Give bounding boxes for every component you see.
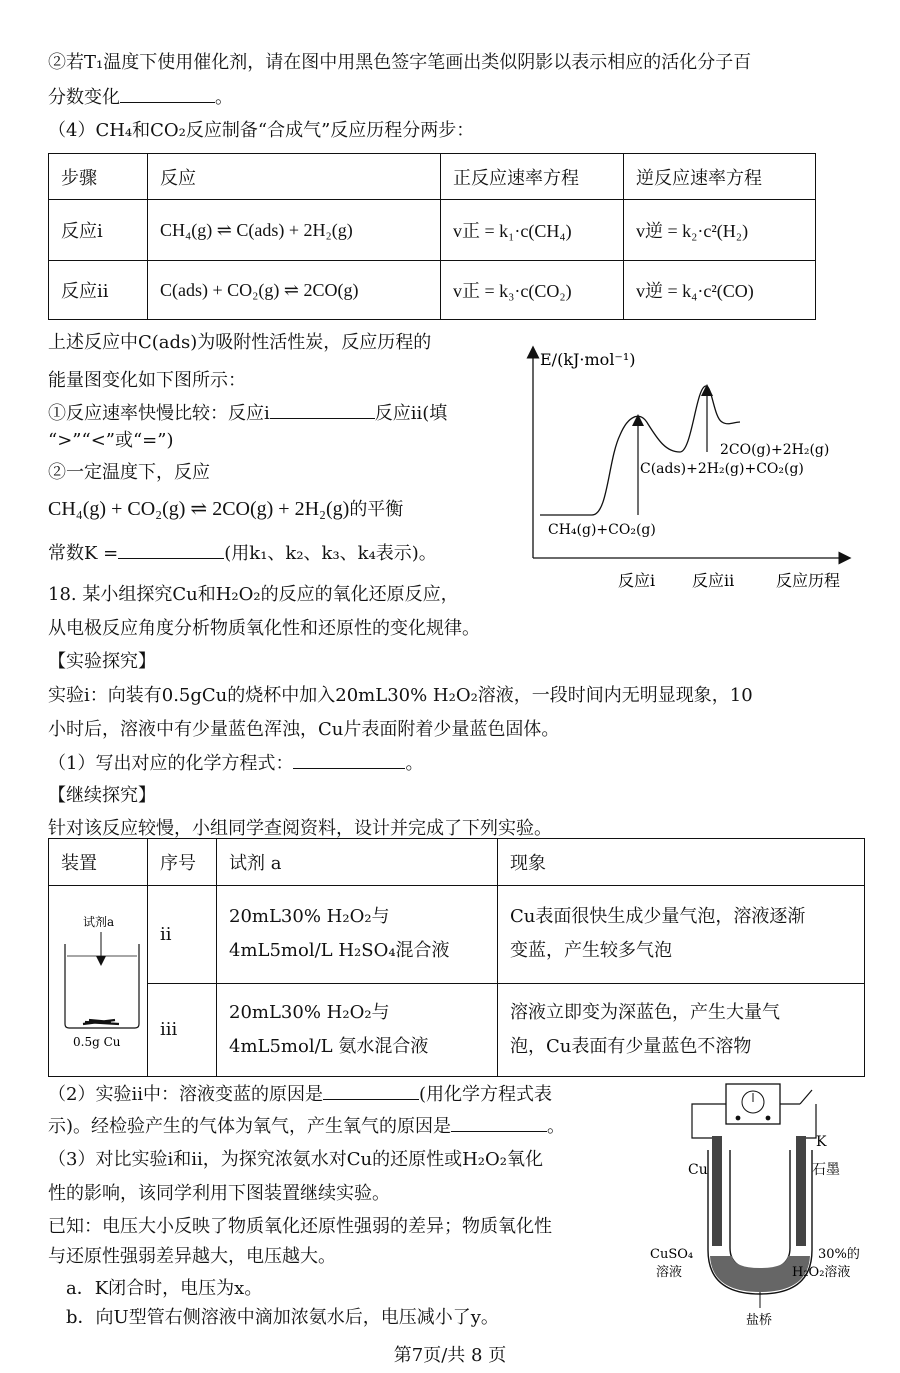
- q17-text-3b: 反应ii(填: [374, 403, 448, 424]
- rate-table-cell: 反应ii: [49, 261, 148, 320]
- graphite-label: 石墨: [812, 1162, 840, 1178]
- rate-table-cell: CH₄(g) ⇌ C(ads) + 2H₂(g): [148, 200, 441, 261]
- exp-i-line-1: 实验i：向装有0.5gCu的烧杯中加入20mL30% H₂O₂溶液，一段时间内无明显现象，10: [48, 685, 753, 706]
- q18-line-1: 18. 某小组探究Cu和H₂O₂的反应的氧化还原反应，: [48, 584, 459, 605]
- experiment-no: iii: [148, 983, 217, 1077]
- q18-part2-line-1: [48, 1081, 552, 1108]
- q17-text-7: [48, 540, 437, 567]
- answer-blank[interactable]: [451, 1113, 547, 1132]
- u-tube-inner: [730, 1150, 790, 1270]
- rate-table-header: 步骤: [49, 154, 148, 200]
- q17-text-1: 上述反应中C(ads)为吸附性活性炭，反应历程的: [48, 332, 432, 353]
- cu-label: Cu: [688, 1162, 708, 1178]
- q17-line-2-end: 。: [215, 87, 233, 108]
- voltmeter: [726, 1084, 780, 1124]
- q17-text-6b: 的平衡: [349, 499, 404, 520]
- y-axis-label: E/(kJ·mol⁻¹): [540, 350, 636, 369]
- experiment-table-header: 装置: [49, 839, 148, 886]
- reagent-cell: [217, 983, 498, 1077]
- right-solution-label-2: H₂O₂溶液: [792, 1265, 851, 1280]
- q17-text-6: [48, 496, 403, 523]
- phenomenon-cell: [498, 886, 865, 984]
- beaker-diagram: [49, 886, 147, 1076]
- q18-part3-line-1: （3）对比实验i和ii，为探究浓氨水对Cu的还原性或H₂O₂氧化: [48, 1149, 543, 1170]
- step-b: b．向U型管右侧溶液中滴加浓氨水后，电压减小了y。: [66, 1307, 499, 1328]
- known-line-1: 已知：电压大小反映了物质氧化还原性强弱的差异；物质氧化性: [48, 1216, 552, 1237]
- experiment-table-header: 序号: [148, 839, 217, 886]
- experiment-table: [48, 838, 865, 1077]
- section-heading: 【继续探究】: [48, 785, 156, 806]
- page-footer: 第7页/共 8 页: [393, 1345, 507, 1366]
- q18-part2d: 。: [547, 1116, 566, 1137]
- phenomenon-cell: [498, 983, 865, 1077]
- salt-bridge-label: 盐桥: [746, 1313, 773, 1328]
- q17-text-2: 能量图变化如下图所示：: [48, 370, 246, 391]
- rate-table-cell: 反应i: [49, 200, 148, 261]
- q17-line-2: [48, 84, 233, 111]
- wire-left: [692, 1104, 726, 1138]
- rate-table-cell: v正 = k₁·c(CH₄): [441, 200, 624, 261]
- rate-table-header: 正反应速率方程: [441, 154, 624, 200]
- exp-i-line-2: 小时后，溶液中有少量蓝色浑浊，Cu片表面附着少量蓝色固体。: [48, 719, 560, 740]
- step-a: a．K闭合时，电压为x。: [66, 1278, 263, 1299]
- energy-curve: [540, 386, 740, 515]
- rate-table-cell: v逆 = k₄·c²(CO): [624, 261, 816, 320]
- left-solution-label-2: 溶液: [656, 1265, 683, 1280]
- answer-blank[interactable]: [118, 540, 224, 559]
- q18-line-2: 从电极反应角度分析物质氧化性和还原性的变化规律。: [48, 618, 480, 639]
- q18-part1-text: （1）写出对应的化学方程式：: [48, 753, 294, 774]
- rate-table-cell: v正 = k₃·c(CO₂): [441, 261, 624, 320]
- q17-line-2-text: 分数变化: [48, 87, 120, 108]
- rate-table-header: 反应: [148, 154, 441, 200]
- x-label-1: 反应i: [618, 571, 656, 590]
- q17-text-7a: 常数K =: [48, 543, 119, 564]
- phenomenon-line: 变蓝，产生较多气泡: [510, 940, 672, 962]
- rate-table-header: 逆反应速率方程: [624, 154, 816, 200]
- section-heading: 【实验探究】: [48, 651, 156, 672]
- reagent-cell: [217, 886, 498, 984]
- label-end: 2CO(g)+2H₂(g): [720, 442, 830, 458]
- copper-chips: [83, 1020, 119, 1024]
- q18-part1-end: 。: [405, 753, 424, 774]
- q17-part4: （4）CH₄和CO₂反应制备“合成气”反应历程分两步：: [48, 120, 475, 141]
- rate-table-cell: v逆 = k₂·c²(H₂): [624, 200, 816, 261]
- known-line-2: 与还原性强弱差异越大，电压越大。: [48, 1246, 336, 1267]
- rate-table: [48, 153, 816, 320]
- left-solution-label: CuSO₄: [650, 1247, 694, 1262]
- overall-reaction: CH₄(g) + CO₂(g) ⇌ 2CO(g) + 2H₂(g): [48, 498, 350, 520]
- x-label-3: 反应历程: [776, 571, 841, 590]
- experiment-table-header: 现象: [498, 839, 865, 886]
- q17-text-3a: ①反应速率快慢比较：反应i: [48, 403, 270, 424]
- q18-context: 针对该反应较慢，小组同学查阅资料，设计并完成了下列实验。: [48, 818, 552, 839]
- q18-part3-line-2: 性的影响，该同学利用下图装置继续实验。: [48, 1183, 390, 1204]
- apparatus-cell: [49, 886, 148, 1077]
- reagent-line: 4mL5mol/L H₂SO₄混合液: [229, 940, 450, 962]
- experiment-no: ii: [148, 886, 217, 984]
- label-start: CH₄(g)+CO₂(g): [548, 522, 656, 538]
- rate-table-cell: C(ads) + CO₂(g) ⇌ 2CO(g): [148, 261, 441, 320]
- x-label-2: 反应ii: [692, 571, 735, 590]
- q18-part1: [48, 750, 423, 777]
- q18-part2b: (用化学方程式表: [418, 1084, 552, 1105]
- answer-blank[interactable]: [120, 84, 215, 103]
- experiment-table-header: 试剂 a: [217, 839, 498, 886]
- q17-text-7b: (用k₁、k₂、k₃、k₄表示)。: [224, 543, 437, 564]
- switch-k[interactable]: [800, 1090, 812, 1104]
- answer-blank[interactable]: [323, 1081, 419, 1100]
- right-solution-label: 30%的: [818, 1247, 860, 1262]
- reagent-line: 4mL5mol/L 氨水混合液: [229, 1035, 429, 1057]
- answer-blank[interactable]: [270, 400, 375, 419]
- q17-text-4: “>”“<”或“=”): [48, 430, 174, 451]
- switch-label: K: [816, 1134, 827, 1150]
- reagent-line: 20mL30% H₂O₂与: [229, 1001, 390, 1023]
- q18-part2a: （2）实验ii中：溶液变蓝的原因是: [48, 1084, 323, 1105]
- phenomenon-line: Cu表面很快生成少量气泡，溶液逐渐: [510, 906, 806, 928]
- phenomenon-line: 泡，Cu表面有少量蓝色不溶物: [510, 1035, 752, 1057]
- q17-line-1: ②若T₁温度下使用催化剂，请在图中用黑色签字笔画出类似阴影以表示相应的活化分子百: [48, 52, 752, 73]
- q18-part2-line-2: [48, 1113, 565, 1140]
- phenomenon-line: 溶液立即变为深蓝色，产生大量气: [510, 1001, 780, 1023]
- energy-diagram: [500, 340, 860, 600]
- electrochemical-cell-diagram: [650, 1080, 880, 1330]
- label-intermediate: C(ads)+2H₂(g)+CO₂(g): [640, 461, 804, 477]
- reagent-line: 20mL30% H₂O₂与: [229, 906, 390, 928]
- q17-text-3: [48, 400, 447, 427]
- reagent-label: 试剂a: [83, 915, 115, 929]
- graphite-electrode: [796, 1136, 806, 1246]
- q18-part2c: 示)。经检验产生的气体为氧气，产生氧气的原因是: [48, 1116, 452, 1137]
- q17-text-5: ②一定温度下，反应: [48, 462, 210, 483]
- copper-label: 0.5g Cu: [73, 1035, 121, 1049]
- cu-electrode: [712, 1136, 722, 1246]
- answer-blank[interactable]: [293, 750, 405, 769]
